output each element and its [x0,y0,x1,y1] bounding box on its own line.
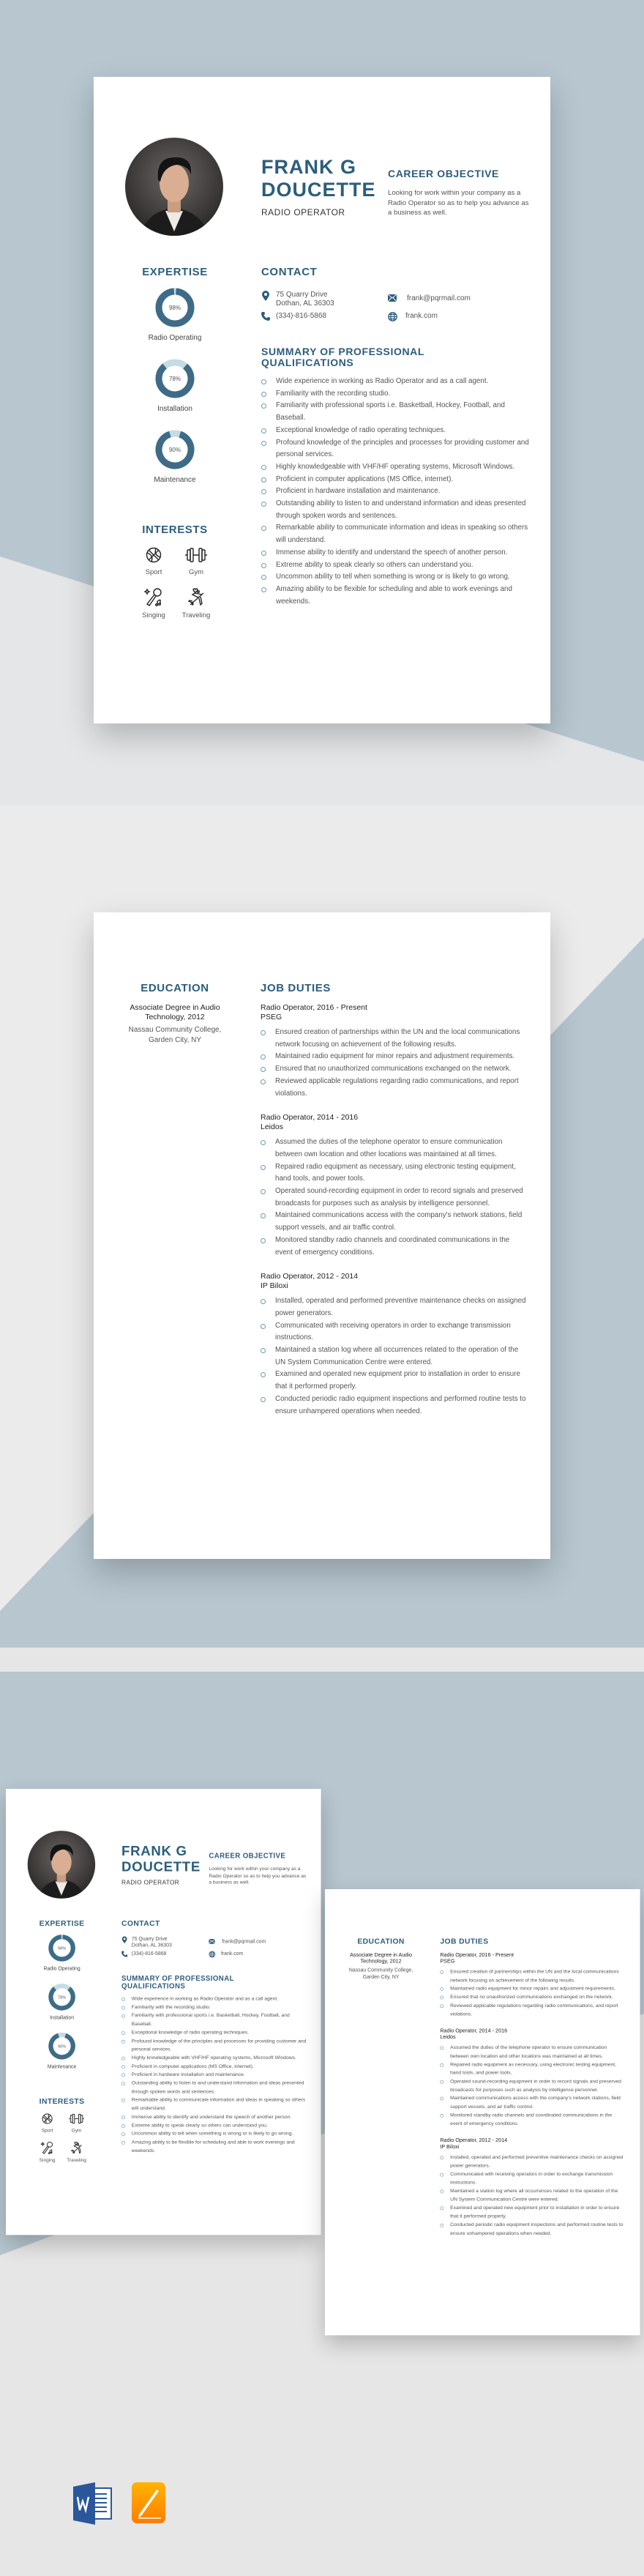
job-duty-item: Installed, operated and performed preventive maintenance checks on assigned power generators. [261,1295,528,1319]
expertise-label: Radio Operating [148,334,202,342]
summary-item: Profound knowledge of the principles and processes for providing customer and personal services. [121,2037,308,2054]
phone-number: (334)-816-5868 [276,312,326,320]
contact-website[interactable] [209,1951,243,1957]
career-objective-heading: CAREER OBJECTIVE [388,168,499,179]
name-line-1: FRANK G [261,156,356,178]
job-title: Radio Operator, 2014 - 2016 [261,1113,359,1123]
expertise-section [124,266,226,499]
candidate-name [121,1844,201,1875]
expertise-donut [153,286,197,330]
expertise-percent: 90% [58,2044,67,2050]
summary-item: Wide experience in working as Radio Operator and as a call agent. [261,376,532,388]
name-line-2: DOUCETTE [261,179,376,201]
job-duty-item: Maintained a station log where all occurrences related to the operation of the UN System Communication Centre were entered. [261,1344,528,1369]
education-degree: Associate Degree in Audio Technology, 2012 [130,1003,220,1021]
job-company: PSEG [261,1013,282,1021]
expertise-item [26,1933,97,1972]
job-company: Leidos [261,1123,283,1132]
summary-item: Familiarity with the recording studio. [261,388,532,401]
expertise-label: Maintenance [154,476,196,484]
expertise-donut [153,428,197,472]
job-title: RADIO OPERATOR [261,207,345,217]
education-college: Nassau Community College, Garden City, NY [128,1026,222,1044]
name-line-2: DOUCETTE [121,1858,201,1875]
email-address[interactable]: frank@pqrmail.com [407,294,471,302]
contact-heading: CONTACT [261,266,318,278]
preview-resume-page-1 [6,1789,321,2235]
summary-item: Familiarity with professional sports i.e. Basketball, Hockey, Football, and Baseball. [261,400,532,424]
phone-number: (334)-816-5868 [131,1951,167,1957]
interest-label: Singing [142,611,165,619]
interest-label: Singing [39,2157,56,2164]
summary-item: Wide experience in working as Radio Operator and as a call agent. [121,1995,308,2004]
job-duty-item: Maintained communications access with the company's network stations, field support vessels, and air traffic control. [440,2094,624,2111]
envelope-icon [388,294,397,302]
job-company: IP Biloxi [440,2143,460,2151]
basketball-icon [41,2112,53,2125]
airplane-icon [70,2140,83,2154]
interest-singing [132,587,175,619]
contact-phone [121,1951,166,1957]
job-duties-section [440,1937,624,2247]
expertise-donut [153,357,197,401]
interest-traveling [62,2140,91,2163]
job-duty-item: Ensured creation of partnerships within the UN and the local communications network focusing on achievement of the following results. [440,1968,624,1985]
job-duty-item: Operated sound-recording equipment in order to record signals and preserved broadcasts for purposes such as analysis by intelligence personnel. [261,1185,528,1210]
interests-heading: INTERESTS [142,524,208,536]
education-heading: EDUCATION [141,982,209,994]
job-title: RADIO OPERATOR [121,1878,180,1886]
jobs-list [261,1003,528,1418]
summary-item: Remarkable ability to communicate information and ideas in speaking so others will understand. [121,2096,308,2113]
candidate-name [261,156,376,201]
job-duty-list [440,2154,624,2238]
job-duty-item: Repaired radio equipment as necessary, using electronic testing equipment, hand tools, and power tools. [261,1161,528,1185]
mockup-section-page-1 [0,0,644,805]
summary-item: Outstanding ability to listen to and understand information and ideas presented through spoken words and sentences. [121,2080,308,2096]
summary-item: Uncommon ability to tell when something is wrong or is likely to go wrong. [261,571,532,584]
interest-sport [33,2112,62,2133]
address-line-1: 75 Quarry Drive [276,291,328,299]
contact-heading: CONTACT [121,1919,160,1928]
job-entry [440,1952,624,2019]
interest-label: Gym [188,568,204,576]
expertise-donut [47,2031,77,2061]
job-duty-item: Conducted periodic radio equipment inspections and performed routine tests to ensure unhampered operations when needed. [440,2221,624,2238]
interests-heading: INTERESTS [39,2096,85,2106]
summary-item: Profound knowledge of the principles and processes for providing customer and personal services. [261,437,532,461]
career-objective-text: Looking for work within your company as a Radio Operator so as to help you advance as a business as well. [388,189,529,217]
summary-item: Proficient in hardware installation and maintenance. [261,485,532,498]
expertise-heading: EXPERTISE [142,266,208,278]
interests-section [124,524,226,619]
job-duty-item: Operated sound-recording equipment in order to record signals and preserved broadcasts for purposes such as analysis by intelligence personnel. [440,2077,624,2094]
expertise-percent: 90% [168,447,181,453]
expertise-percent: 78% [168,376,181,382]
contact-email[interactable] [209,1939,266,1945]
contact-website[interactable] [388,312,438,321]
expertise-heading: EXPERTISE [39,1919,85,1928]
job-duty-item: Reviewed applicable regulations regarding radio communications, and report violations. [440,2002,624,2019]
apple-pages-icon[interactable] [132,2482,165,2523]
job-duty-list [440,2044,624,2128]
expertise-item [26,2031,97,2070]
interest-sport [132,546,175,576]
job-duty-item: Maintained radio equipment for minor repairs and adjustment requirements. [261,1051,528,1063]
summary-item: Highly knowledgeable with VHF/HF operating systems, Microsoft Windows. [261,461,532,474]
resume-page-2 [94,912,550,1559]
envelope-icon [209,1939,214,1944]
job-entry [261,1003,528,1100]
file-format-icons [73,2482,165,2525]
basketball-icon [145,546,162,564]
microphone-icon [40,2140,54,2154]
expertise-item [124,357,226,413]
expertise-label: Radio Operating [43,1966,80,1972]
education-degree: Associate Degree in Audio Technology, 2012 [350,1951,413,1965]
job-duty-list [261,1136,528,1259]
preview-page-2 [325,1889,640,2335]
interest-label: Sport [145,568,162,576]
expertise-donut [47,1933,77,1963]
expertise-percent: 98% [58,1946,67,1951]
preview-resume-page-2 [325,1889,640,2335]
summary-item: Proficient in computer applications (MS Office, internet). [121,2063,308,2071]
expertise-percent: 98% [168,305,181,311]
summary-item: Extreme ability to speak clearly so others can understand you. [121,2121,308,2130]
job-entry [261,1113,528,1259]
interests-section [26,2097,97,2163]
name-line-1: FRANK G [121,1843,187,1859]
job-duty-item: Examined and operated new equipment prior to installation in order to ensure that it performed properly. [261,1369,528,1393]
job-duty-item: Ensured that no unauthorized communications exchanged on the network. [440,1993,624,2002]
summary-item: Exceptional knowledge of radio operating techniques. [121,2029,308,2038]
resume-page-1 [94,77,550,723]
interest-singing [33,2140,62,2163]
summary-heading: SUMMARY OF PROFESSIONAL QUALIFICATIONS [261,346,424,368]
address-line-2: Dothan, AL 36303 [276,299,334,308]
job-duties-section [261,982,528,1431]
expertise-donut [47,1982,77,2012]
job-duty-item: Communicated with receiving operators in order to exchange transmission instructions. [440,2170,624,2187]
interest-traveling [175,587,217,619]
interest-label: Sport [41,2127,53,2134]
job-duty-list [440,1968,624,2019]
summary-item: Uncommon ability to tell when something is wrong or is likely to go wrong. [121,2130,308,2139]
website-link[interactable]: frank.com [405,312,438,320]
job-duty-item: Monitored standby radio channels and coordinated communications in the event of emergency conditions. [261,1235,528,1259]
expertise-list [26,1933,97,2070]
address-line-1: 75 Quarry Drive [131,1936,168,1943]
job-title: Radio Operator, 2016 - Present [261,1003,367,1012]
job-entry [440,2137,624,2238]
summary-item: Exceptional knowledge of radio operating techniques. [261,425,532,437]
job-duty-item: Maintained a station log where all occurrences related to the operation of the UN System Communication Centre were entered. [440,2187,624,2204]
phone-icon [261,312,270,321]
job-entry [261,1272,528,1418]
job-entry [440,2028,624,2128]
expertise-label: Installation [157,405,192,413]
address-line-2: Dothan, AL 36303 [131,1942,172,1948]
job-duty-item: Assumed the duties of the telephone operator to ensure communication between own location and other locations was maintained at all times. [261,1136,528,1161]
job-duty-item: Repaired radio equipment as necessary, using electronic testing equipment, hand tools, and power tools. [440,2061,624,2077]
education-heading: EDUCATION [357,1937,405,1946]
contact-address [121,1936,172,1948]
job-duty-list [261,1295,528,1418]
expertise-label: Installation [50,2015,75,2021]
interest-label: Gym [71,2127,82,2134]
interest-label: Traveling [67,2157,86,2164]
job-duties-heading: JOB DUTIES [440,1937,489,1946]
expertise-item [124,286,226,342]
interest-gym [175,546,217,576]
summary-item: Amazing ability to be flexible for scheduling and able to work evenings and weekends. [121,2138,308,2155]
job-duty-item: Conducted periodic radio equipment inspections and performed routine tests to ensure unhampered operations when needed. [261,1393,528,1418]
dumbbell-icon [69,2112,85,2125]
job-duty-item: Ensured that no unauthorized communications exchanged on the network. [261,1063,528,1076]
summary-item: Proficient in computer applications (MS Office, internet). [261,474,532,486]
expertise-label: Maintenance [47,2064,77,2070]
job-duty-item: Maintained radio equipment for minor repairs and adjustment requirements. [440,1985,624,1994]
job-title: Radio Operator, 2014 - 2016 [440,2028,508,2034]
summary-heading: SUMMARY OF PROFESSIONAL QUALIFICATIONS [121,1974,234,1990]
contact-phone [261,312,326,321]
job-company: PSEG [440,1958,455,1965]
job-title: Radio Operator, 2012 - 2014 [261,1272,359,1281]
mockup-section-page-2 [0,805,644,1648]
location-pin-icon [261,291,270,301]
airplane-icon [186,587,206,607]
jobs-list [440,1952,624,2238]
summary-item: Amazing ability to be flexible for scheduling and able to work evenings and weekends. [261,584,532,608]
summary-item: Familiarity with professional sports i.e. Basketball, Hockey, Football, and Baseball. [121,2012,308,2029]
summary-item: Remarkable ability to communicate information and ideas in speaking so others will understand. [261,522,532,546]
microphone-icon [143,587,164,607]
expertise-percent: 78% [58,1995,67,2000]
career-objective-heading: CAREER OBJECTIVE [209,1851,286,1860]
job-title: Radio Operator, 2012 - 2014 [440,2137,508,2144]
summary-item: Immense ability to identify and understand the speech of another person. [121,2113,308,2122]
summary-item: Extreme ability to speak clearly so others can understand you. [261,559,532,572]
job-duty-item: Maintained communications access with the company's network stations, field support vessels, and air traffic control. [261,1210,528,1234]
mockup-section-preview [0,1648,644,2576]
job-duty-item: Monitored standby radio channels and coordinated communications in the event of emergency conditions. [440,2111,624,2128]
job-duty-item: Reviewed applicable regulations regarding radio communications, and report violations. [261,1076,528,1100]
website-link[interactable]: frank.com [220,1951,244,1957]
microsoft-word-icon[interactable] [73,2482,113,2525]
education-section [124,982,226,1046]
job-duty-item: Assumed the duties of the telephone operator to ensure communication between own location and other locations was maintained at all times. [440,2044,624,2061]
email-address[interactable]: frank@pqrmail.com [222,1938,266,1945]
job-title: Radio Operator, 2016 - Present [440,1951,514,1958]
preview-page-1 [6,1789,321,2235]
contact-address [261,291,334,308]
job-duty-item: Ensured creation of partnerships within the UN and the local communications network focusing on achievement of the following results. [261,1027,528,1051]
job-duty-list [261,1027,528,1100]
job-duty-item: Installed, operated and performed preventive maintenance checks on assigned power generators. [440,2154,624,2170]
phone-icon [121,1951,127,1957]
job-duty-item: Examined and operated new equipment prior to installation in order to ensure that it performed properly. [440,2204,624,2221]
dumbbell-icon [184,546,208,564]
expertise-item [26,1982,97,2021]
contact-email[interactable] [388,294,471,303]
expertise-item [124,428,226,484]
summary-list [121,1995,308,2156]
globe-icon [388,312,397,321]
profile-photo [28,1831,95,1898]
summary-list [261,376,532,608]
education-section [345,1937,416,1981]
summary-item: Immense ability to identify and understand the speech of another person. [261,547,532,559]
career-objective-text: Looking for work within your company as a Radio Operator so as to help you advance as a business as well. [209,1866,307,1886]
job-duties-heading: JOB DUTIES [261,982,332,994]
job-company: Leidos [440,2034,456,2041]
interest-gym [62,2112,91,2133]
expertise-section [26,1919,97,2080]
summary-item: Familiarity with the recording studio. [121,2003,308,2012]
summary-item: Highly knowledgeable with VHF/HF operating systems, Microsoft Windows. [121,2054,308,2063]
summary-item: Outstanding ability to listen to and understand information and ideas presented through spoken words and sentences. [261,498,532,522]
job-duty-item: Communicated with receiving operators in order to exchange transmission instructions. [261,1320,528,1344]
education-college: Nassau Community College, Garden City, NY [348,1967,413,1981]
globe-icon [209,1951,215,1957]
summary-item: Proficient in hardware installation and maintenance. [121,2071,308,2080]
job-company: IP Biloxi [261,1281,288,1291]
profile-photo [125,138,223,236]
expertise-list [124,286,226,484]
location-pin-icon [121,1936,127,1943]
interest-label: Traveling [181,611,211,619]
